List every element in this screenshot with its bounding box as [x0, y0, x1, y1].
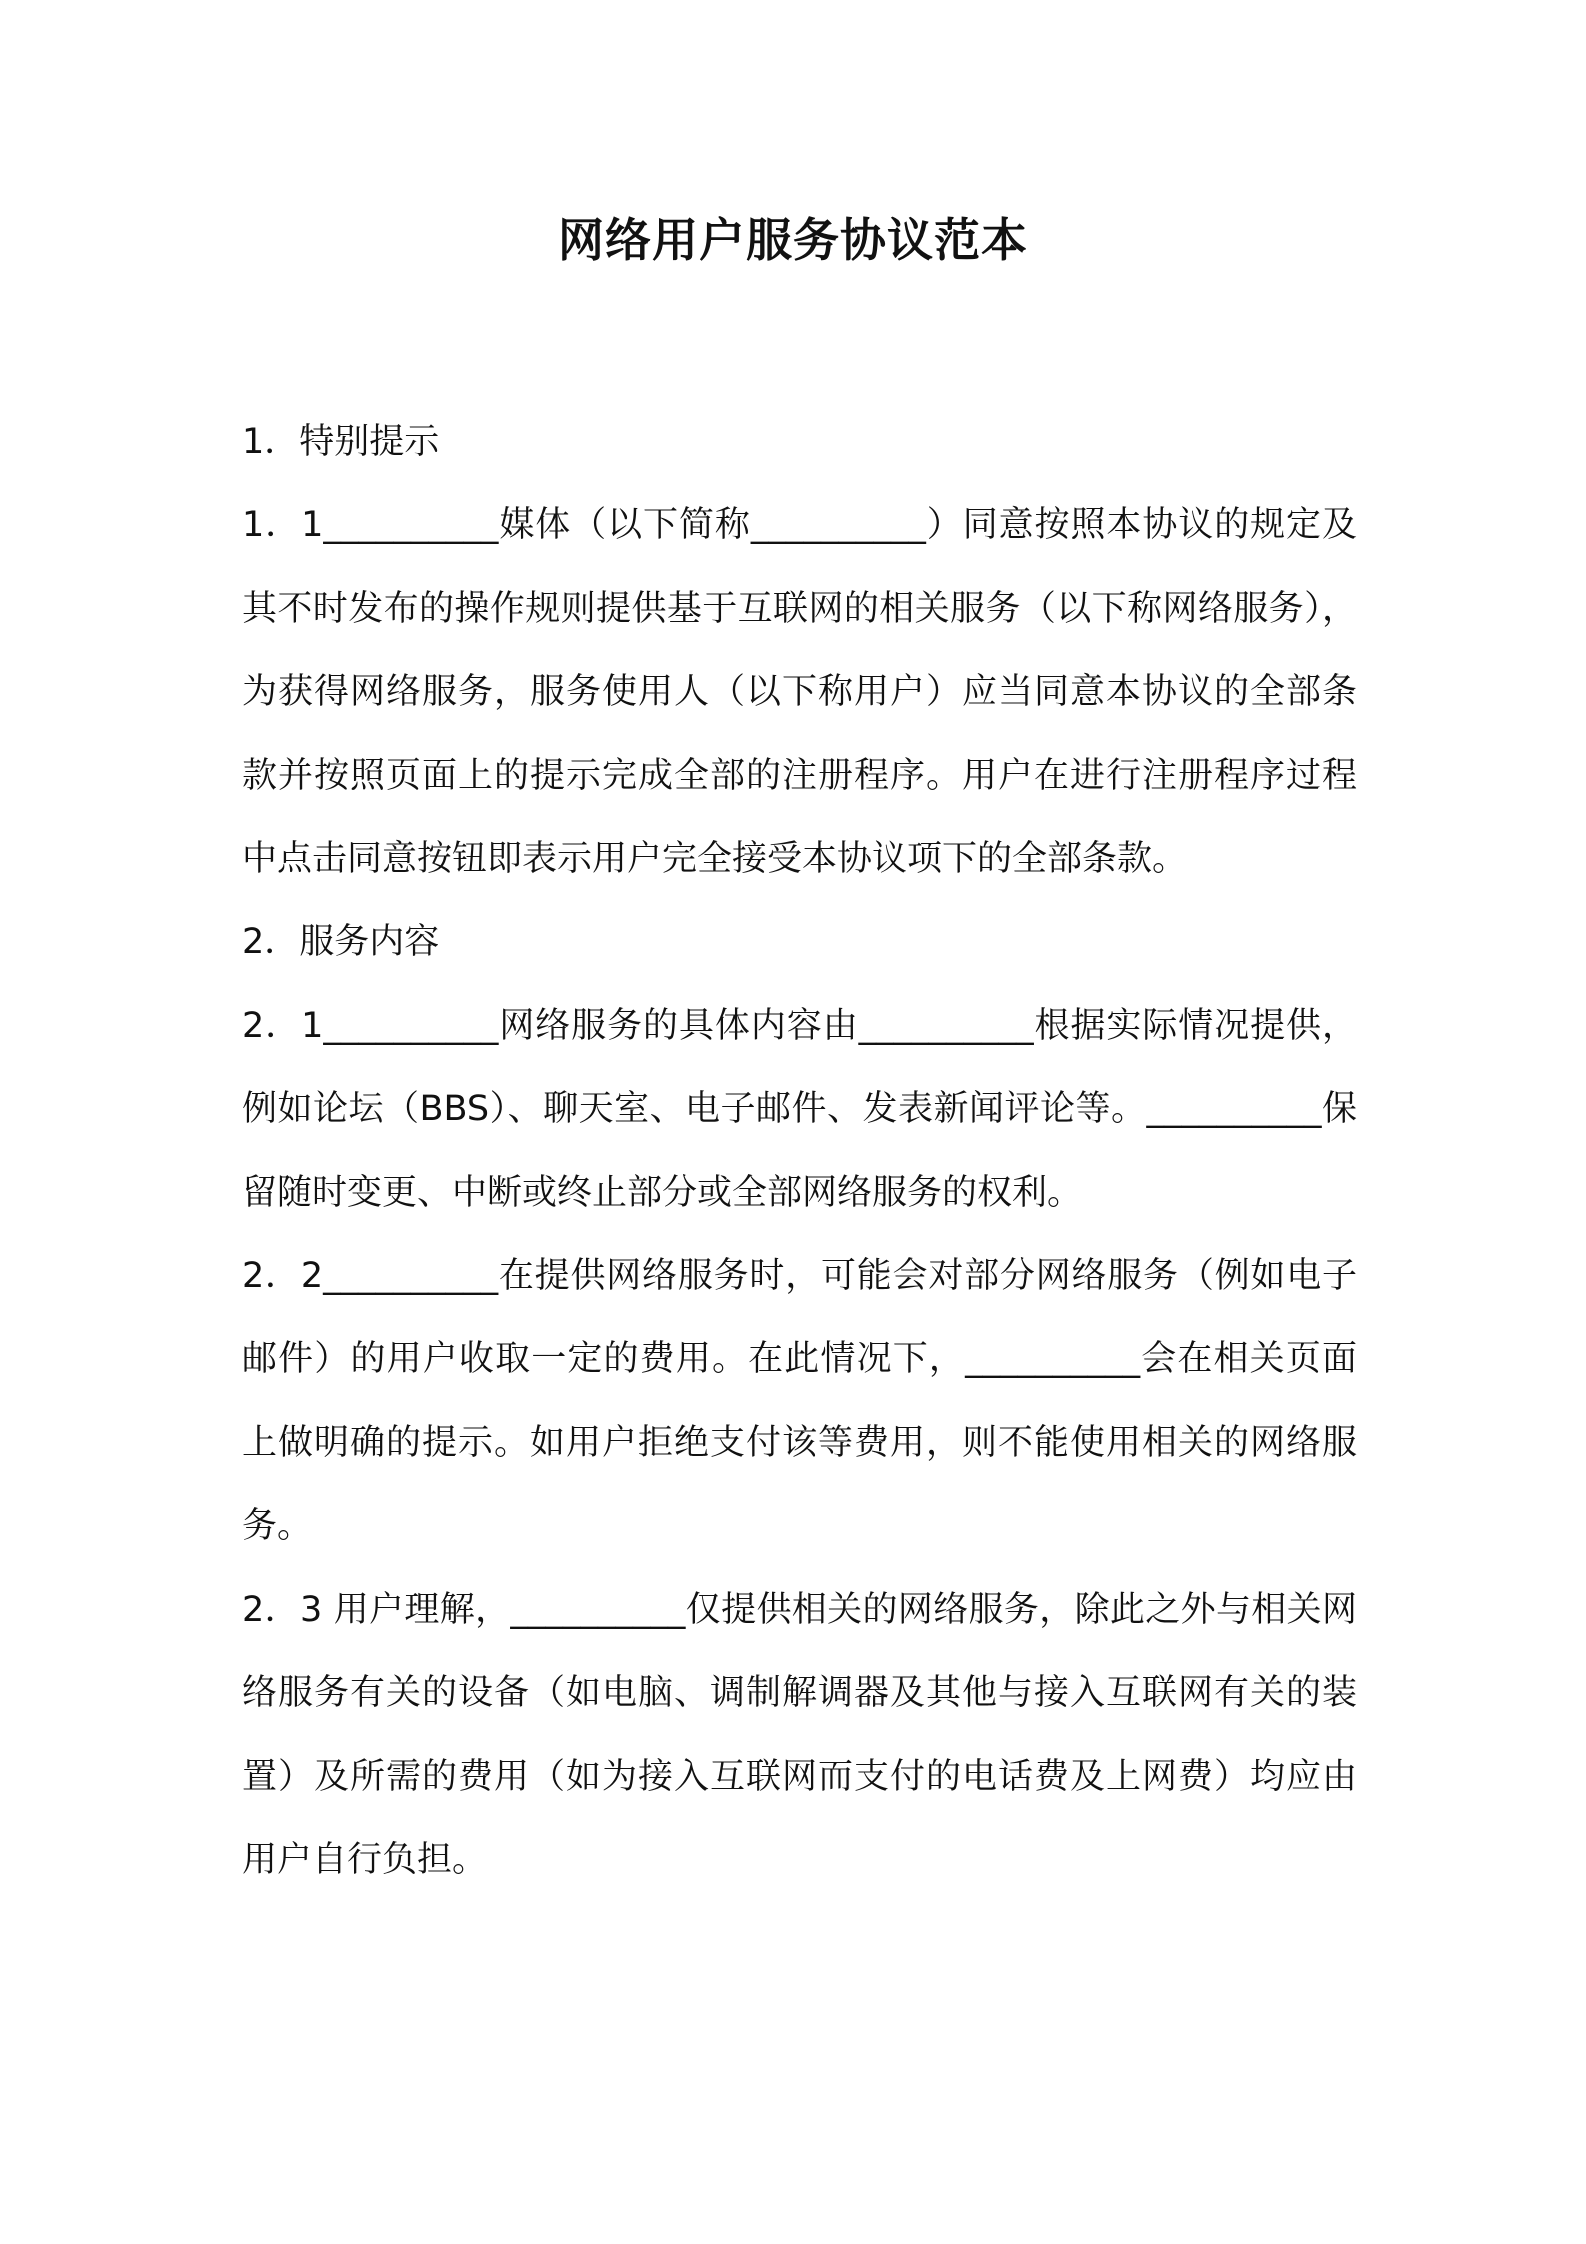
clause-2-1: 2．1__________网络服务的具体内容由__________根据实际情况提供，例如论坛（BBS）、聊天室、电子邮件、发表新闻评论等。__________保留随时变更、中断或终止部分或全部网络服务的权利。: [242, 1005, 1357, 1213]
section-heading-special-notice: 1．特别提示: [242, 422, 440, 462]
clause-1-1: 1．1__________媒体（以下简称__________）同意按照本协议的规定及其不时发布的操作规则提供基于互联网的相关服务（以下称网络服务），为获得网络服务，服务使用人（以下称用户）应当同意本协议的全部条款并按照页面上的提示完成全部的注册程序。用户在进行注册程序过程中点击同意按钮即表示用户完全接受本协议项下的全部条款。: [242, 505, 1357, 880]
section-heading-service-content: 2．服务内容: [242, 922, 440, 963]
clause-2-2: 2．2__________在提供网络服务时，可能会对部分网络服务（例如电子邮件）的用户收取一定的费用。在此情况下，__________会在相关页面上做明确的提示。如用户拒绝支付该等费用，则不能使用相关的网络服务。: [242, 1256, 1357, 1547]
clause-2-3: 2．3 用户理解，__________仅提供相关的网络服务，除此之外与相关网络服务有关的设备（如电脑、调制解调器及其他与接入互联网有关的装置）及所需的费用（如为接入互联网而支付的电话费及上网费）均应由用户自行负担。: [242, 1589, 1357, 1880]
document-body: [242, 401, 1357, 1902]
document-title: 网络用户服务协议范本: [558, 213, 1028, 267]
